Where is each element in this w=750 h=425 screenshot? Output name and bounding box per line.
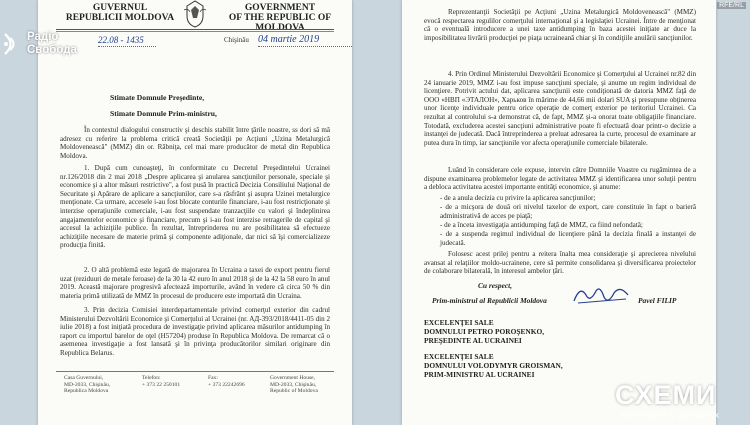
paragraph-2: 2. O altă problemă este legată de majorarea în Ucraina a taxei de export pentru fierul uzat (reziduuri de metale feroase) de la 30 la 42 euro în anul 2018 şi de la 42 la 58 euro în anul 2019. Această majorare progresivă afectează importurile, având în vedere că circa 50 % din materia primă utilizată de MMZ în procesul de producere este importată din Ucraina. <box>60 266 330 300</box>
greeting-president: Stimate Domnule Preşedinte, <box>110 93 205 102</box>
document-date: 04 martie 2019 <box>258 34 320 45</box>
paragraph-3: 3. Prin decizia Comisiei interdepartamentale privind comerţul exterior din cadrul Ministerului Dezvoltării Economice şi Comerţului al Ucrainei (nr. AД-393/2018/4411-05 din 2 iulie 2018) a fost iniţiată procedura de investigaţie privind aplicarea măsurilor antidumping în raport cu importul barelor de oţel (H57204) produse în Republica Moldova. De remarcat că o asemenea investigaţie a fost lansată şi în privinţa producătorilor similari originare din Republica Belarus. <box>60 306 330 357</box>
signer-name: Pavel FILIP <box>638 296 677 305</box>
footer-address-en: Government House, MD-2033, Chişinău, Republic of Moldova <box>270 375 318 395</box>
addressee-prime-minister: EXCELENŢEI SALE DOMNULUI VOLODYMYR GROISMAN, PRIM-MINISTRU AL UCRAINEI <box>424 352 563 379</box>
respect-line: Cu respect, <box>478 281 513 290</box>
shemy-brand: СХЕМИ <box>615 380 717 410</box>
rferl-label: RFE/RL <box>719 2 744 9</box>
request-list-item: - de a micşora de două ori nivelul taxelor de export, care constituie în fapt o barieră administrativă de acces pe piaţă; <box>440 203 696 220</box>
footer-phone: Telefon: + 373 22 250101 <box>142 375 181 388</box>
paragraph-1: 1. După cum cunoaşteţi, în conformitate cu Decretul Preşedintelui Ucrainei nr.126/2018 din 2 mai 2018 „Despre aplicarea şi anularea sancţiunilor personale, speciale şi economice şi a altor măsuri restrictive", a fost pusă în practică Decizia Consiliului Naţional de Securitate şi Apărare de aplicare a sancţiunilor, care s-a răsfrânt şi asupra Uzinei metalurgice menţionate. Ca urmare, accesele i-au fost blocate conturile financiare, i-au fost restricţionate şi interzise operaţiunile comerciale, i-au fost suspendate tranzacţiile cu valori şi îndeplinirea angajamentelor economice şi financiare, precum şi i-au fost interzise retragerile de capital şi accesul la achiziţiile publice. În rezultat, întreprinderea nu are posibilitatea să efectueze achiziţiile necesare de materie primă şi componente adiţionale, dar nici să îşi comercializeze producţia finită. <box>60 164 330 250</box>
signer-title: Prim-ministrul al Republicii Moldova <box>432 296 547 305</box>
handwritten-signature <box>570 283 632 307</box>
radio-label: Радіо <box>27 31 59 43</box>
svoboda-label: Свобода <box>27 44 77 56</box>
letter-page-2 <box>402 0 716 425</box>
document-number: 22.08 - 1435 <box>98 35 144 45</box>
document-place: Chişinău <box>224 36 249 44</box>
document-reference-line <box>98 35 342 49</box>
coat-of-arms-icon <box>184 0 206 28</box>
greeting-prime-minister: Stimate Domnule Prim-ministru, <box>110 109 217 118</box>
footer-fax: + 373 22242696 <box>208 382 245 388</box>
paragraph-4: 4. Prin Ordinul Ministerului Dezvoltării Economice şi Comerţului al Ucrainei nr.82 din 24 ianuarie 2019, MMZ i-au fost impuse sancţiuni speciale, şi anume un regim individual de licenţiere. Potrivit actului dat, aplicarea sancţiunii este condiţionată de datoria MMZ faţă de ООО «НВП «ЭТАЛОН», Харьков în mărime de 44,66 mii dolari SUA şi presupune obţinerea unor licenţe individuale pentru orice operaţie de comerţ exterior pe teritoriul Ucrainei. Ca rezultat al controlului s-a demonstrat că, de fapt, MMZ şi-a onorat toate obligaţiile financiare. Totodată, excluderea acestei sancţiuni administrative poate fi efectuată doar printr-o decizie a instanţei de judecată. Dacă întreprinderea a preluat adresarea la curte, procesul de examinare ar putea dura în timp, iar sancţiunile vor afecta operaţiunile comerciale bilaterale. <box>424 70 696 147</box>
footer-address-ro: Casa Guvernului, MD-2033, Chişinău, Republica Moldova <box>64 375 111 395</box>
request-list-item: - de a înceta investigaţia antidumping faţă de MMZ, ca fiind nefondată; <box>440 221 643 229</box>
header-english: GOVERNMENT OF THE REPUBLIC OF MOLDOVA <box>228 3 332 33</box>
request-list-item: - de a suspenda regimul individual de licenţiere până la decizia finală a instanţei de judecată. <box>440 230 696 247</box>
header-romanian: GUVERNUL REPUBLICII MOLDOVA <box>65 3 175 23</box>
intro-paragraph: În contextul dialogului constructiv şi deschis stabilit între ţările noastre, ss dori să mă adresez cu referire la problema critică creată Societăţii pe Acţiuni „Uzina Metalurgică Moldovenească" (MMZ) din or. Râbniţa, cel mai mare producător de metal din Republica Moldova. <box>60 126 330 160</box>
footer-fax-label: Fax: <box>208 375 218 381</box>
request-list-item: - de a anula decizia cu privire la aplicarea sancţiunilor; <box>440 194 596 202</box>
shemy-tagline: КОРУПЦІЯ В ДЕТАЛЯХ <box>620 411 721 420</box>
closing-paragraph: Folosesc acest prilej pentru a reitera înalta mea consideraţie şi aprecierea nivelului avansat al relaţiilor moldo-ucrainene, cere să permite consolidarea şi diversificarea proiectelor de colaborare bilaterală, în interesul ambelor ţări. <box>424 250 696 276</box>
addressee-president: EXCELENŢEI SALE DOMNULUI PETRO POROŞENKO, PREŞEDINTE AL UCRAINEI <box>424 318 545 345</box>
paragraph-5: Luând în considerare cele expuse, intervin către Domniile Voastre cu rugămintea de a dispune examinarea problemelor legate de activitatea MMZ şi identificarea unor soluţii pentru a debloca activitatea acestei importante entităţi economice, şi anume: <box>424 166 696 192</box>
page2-top-paragraph: Reprezentanţii Societăţii pe Acţiuni „Uzina Metalurgică Moldovenească" (MMZ) evocă respectarea regulilor comerţului internaţional şi a legislaţiei Ucrainei. Între de menţionat că o eventuală introducere a unei taxe antidumping în baza acestei iniţiate ar duce la imposibilitatea livrării producţiei pe piaţa ucraineană chiar şi în condiţiile anulării sancţiunilor. <box>424 8 696 42</box>
radio-waves-icon <box>2 30 24 58</box>
radio-svoboda-logo <box>0 22 100 70</box>
footer-divider <box>56 371 334 372</box>
